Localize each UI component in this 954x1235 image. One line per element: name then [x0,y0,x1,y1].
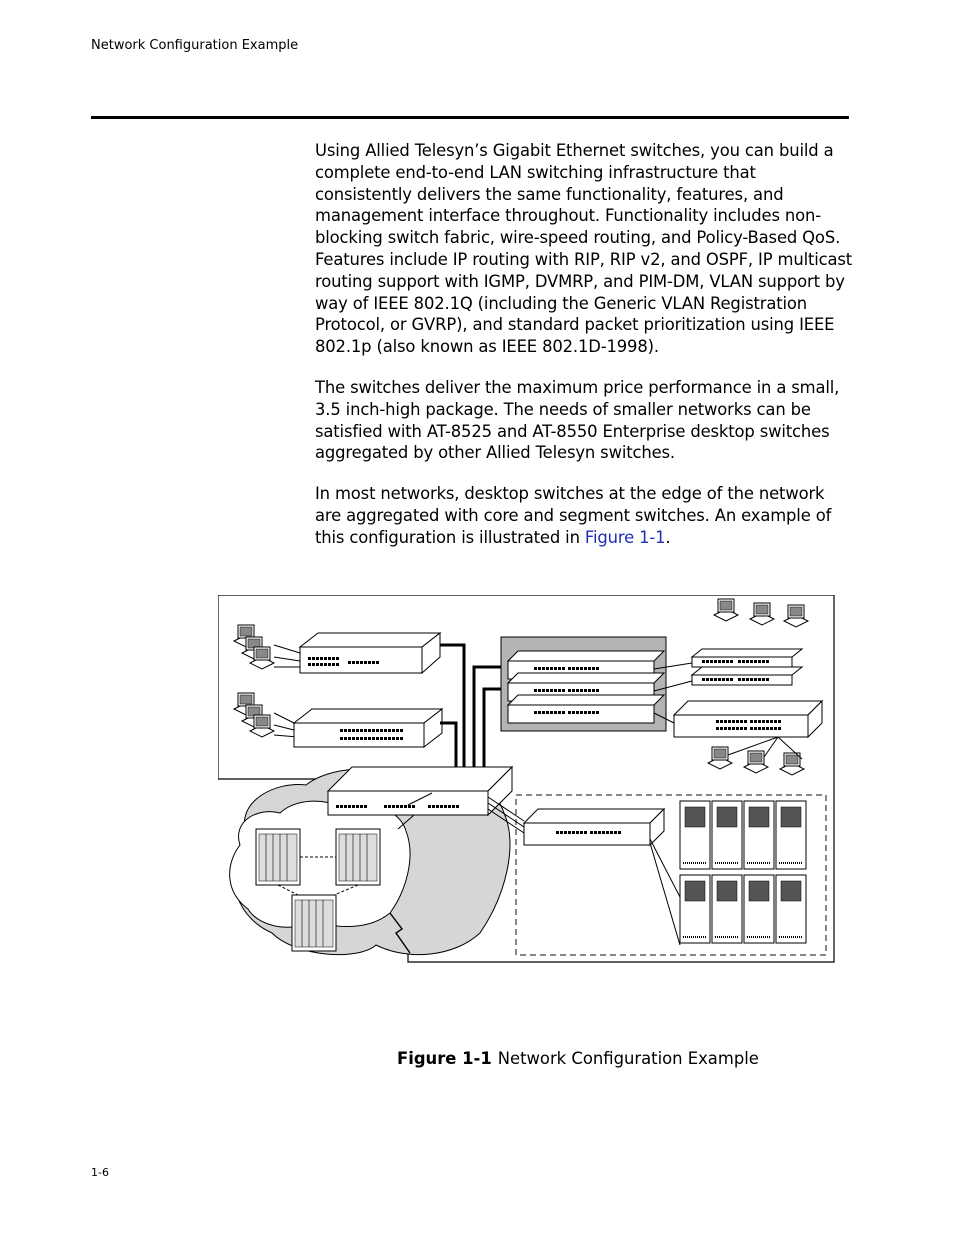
desktop-switch-1 [300,633,440,673]
paragraph-3 [315,483,855,548]
paragraph-1: Using Allied Telesyn’s Gigabit Ethernet switches, you can build a complete end-to-end LAN switching infrastructure that consistently delivers the same functionality, features, and management interface throughout. Functionality includes non-blocking switch fabric, wire-speed routing, and Policy-Based QoS. Features include IP routing with RIP, RIP v2, and OSPF, IP multicast routing support with IGMP, DVMRP, and PIM-DM, VLAN support by way of IEEE 802.1Q (including the Generic VLAN Registration Protocol, or GVRP), and standard packet prioritization using IEEE 802.1p (also known as IEEE 802.1D-1998). [315,141,853,357]
caption-title: Network Configuration Example [497,1049,759,1068]
network-diagram [218,595,838,967]
body-text [315,140,855,568]
core-switch [328,767,512,815]
figure-link[interactable]: Figure 1-1 [584,527,666,547]
desktop-switch-3 [674,701,822,737]
server-farm-switch [524,809,664,845]
stack-switch-3 [508,695,664,723]
desktop-switch-2 [294,709,442,747]
header-rule [91,116,849,119]
paragraph-2: The switches deliver the maximum price performance in a small, 3.5 inch-high package. The needs of smaller networks can be satisfied with AT-8525 and AT-8550 Enterprise desktop switches aggregated by other Allied Telesyn switches. [315,377,840,463]
running-header: Network Configuration Example [91,38,299,53]
page-number: 1-6 [91,1166,109,1179]
paragraph-3-end: . [665,527,671,547]
edge-hub-1 [692,649,802,667]
caption-number: Figure 1-1 [397,1049,492,1068]
edge-hub-2 [692,667,802,685]
figure-caption [397,1049,759,1068]
paragraph-3-text: In most networks, desktop switches at the edge of the network are aggregated with core and segment switches. An example of this configuration is illustrated in [315,484,832,547]
